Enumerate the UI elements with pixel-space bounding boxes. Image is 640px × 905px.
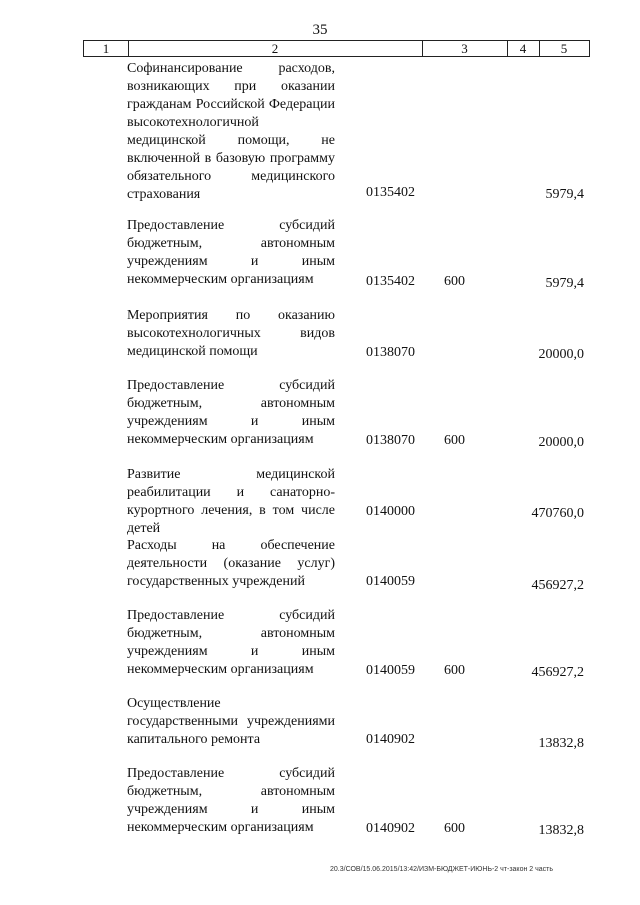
row-amount: 5979,4	[545, 187, 584, 202]
row-amount: 20000,0	[538, 435, 584, 450]
row-code: 0140902	[366, 821, 415, 836]
document-footer-code: 20.3/СОВ/15.06.2015/13:42/ИЗМ-БЮДЖЕТ-ИЮНЬ-2 чт-закон 2 часть	[330, 866, 554, 873]
row-code: 0138070	[366, 345, 415, 360]
row-amount: 20000,0	[538, 347, 584, 362]
header-col-5: 5	[560, 41, 568, 56]
row-amount: 470760,0	[531, 506, 584, 521]
header-col-4: 4	[507, 41, 540, 56]
header-col-3: 3	[422, 41, 508, 56]
row-type: 600	[444, 433, 465, 448]
row-description: Предоставление субсидий бюджетным, автономным учреждениям и иным некоммерческим организациям	[127, 218, 335, 287]
row-description: Расходы на обеспечение деятельности (оказание услуг) государственных учреждений	[127, 538, 335, 589]
row-amount: 456927,2	[531, 665, 584, 680]
row-code: 0140902	[366, 732, 415, 747]
header-col-1: 1	[84, 41, 129, 56]
row-code: 0138070	[366, 433, 415, 448]
row-amount: 13832,8	[538, 736, 584, 751]
row-amount: 456927,2	[531, 578, 584, 593]
header-col-2: 2	[128, 41, 423, 56]
row-code: 0140059	[366, 663, 415, 678]
row-description: Софинансирование расходов, возникающих при оказании гражданам Российской Федерации высокотехнологичной медицинской помощи, не включенной в базовую программу обязательного медицинского страхования	[127, 61, 335, 202]
row-type: 600	[444, 274, 465, 289]
row-description: Мероприятия по оказанию высокотехнологичных видов медицинской помощи	[127, 308, 335, 359]
row-type: 600	[444, 663, 465, 678]
page-number: 35	[312, 22, 328, 38]
row-description: Предоставление субсидий бюджетным, автономным учреждениям и иным некоммерческим организациям	[127, 608, 335, 677]
row-description: Развитие медицинской реабилитации и санаторно-курортного лечения, в том числе детей	[127, 467, 335, 536]
row-amount: 13832,8	[538, 823, 584, 838]
row-description: Предоставление субсидий бюджетным, автономным учреждениям и иным некоммерческим организациям	[127, 378, 335, 447]
row-description: Осуществление государственными учреждениями капитального ремонта	[127, 696, 335, 747]
row-code: 0135402	[366, 274, 415, 289]
row-amount: 5979,4	[545, 276, 584, 291]
table-header-row	[83, 40, 590, 57]
row-type: 600	[444, 821, 465, 836]
row-code: 0140000	[366, 504, 415, 519]
row-code: 0135402	[366, 185, 415, 200]
row-description: Предоставление субсидий бюджетным, автономным учреждениям и иным некоммерческим организациям	[127, 766, 335, 835]
row-code: 0140059	[366, 574, 415, 589]
